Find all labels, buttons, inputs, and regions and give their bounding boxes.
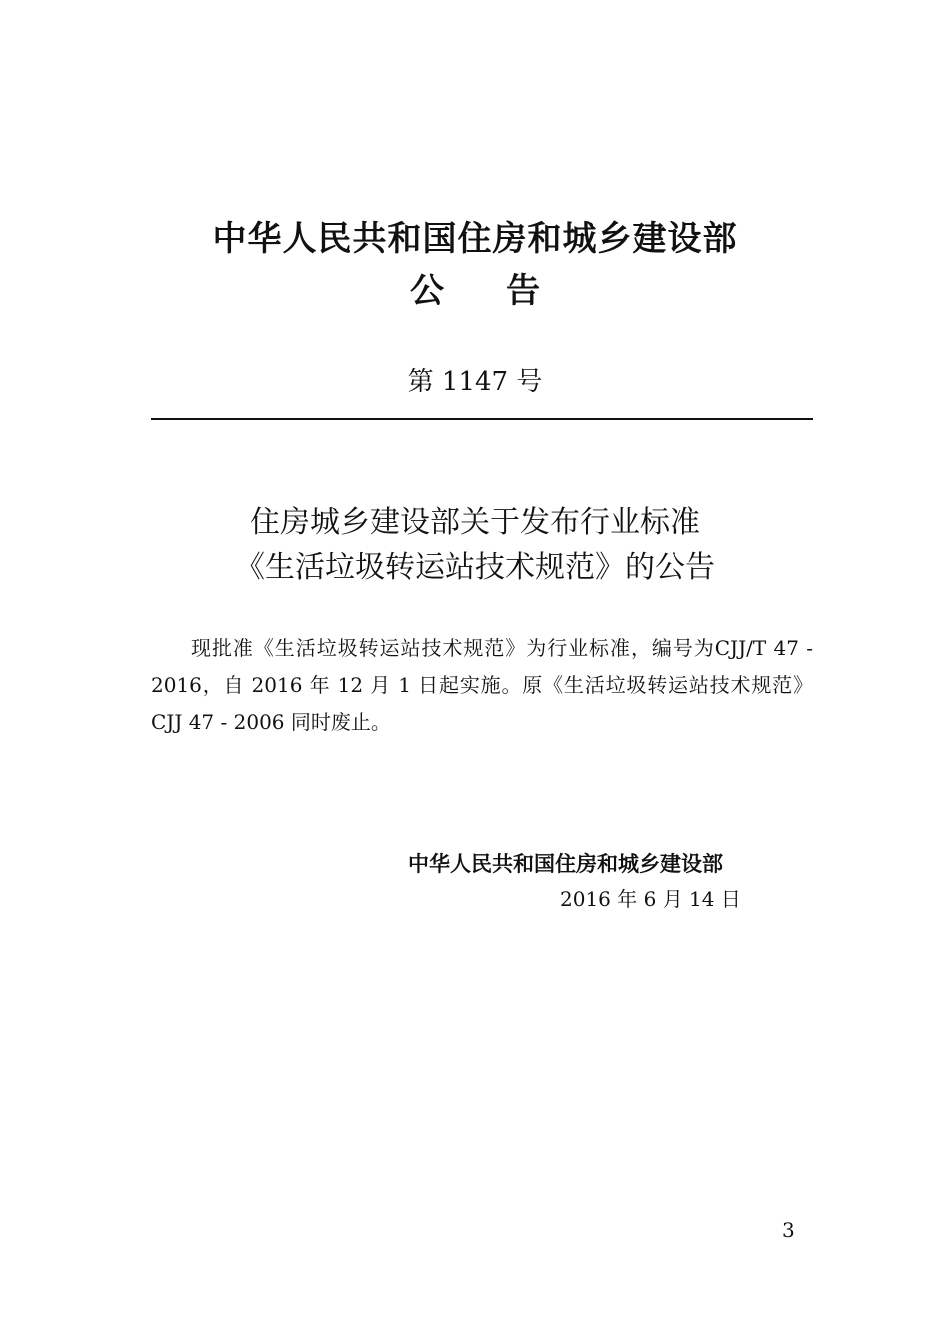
notice-title-line-2: 《生活垃圾转运站技术规范》的公告	[235, 550, 715, 585]
header-divider	[151, 418, 813, 420]
body-paragraph: 现批准《生活垃圾转运站技术规范》为行业标准，编号为CJJ/T 47 - 2016，自 2016 年 12 月 1 日起实施。原《生活垃圾转运站技术规范》CJJ 47 - 2006 同时废止。	[151, 636, 813, 734]
notice-body	[151, 630, 813, 741]
document-number: 第 1147 号	[407, 367, 543, 397]
signature-date: 2016 年 6 月 14 日	[560, 887, 741, 911]
notice-title	[0, 500, 950, 590]
announcement-char-1: 公	[410, 271, 444, 311]
notice-title-line-1: 住房城乡建设部关于发布行业标准	[250, 505, 700, 540]
announcement-char-2: 告	[506, 271, 540, 311]
signature-issuer: 中华人民共和国住房和城乡建设部	[408, 852, 723, 876]
page-number: 3	[782, 1218, 795, 1242]
announcement-heading	[0, 266, 950, 316]
issuer-heading: 中华人民共和国住房和城乡建设部	[212, 219, 738, 259]
